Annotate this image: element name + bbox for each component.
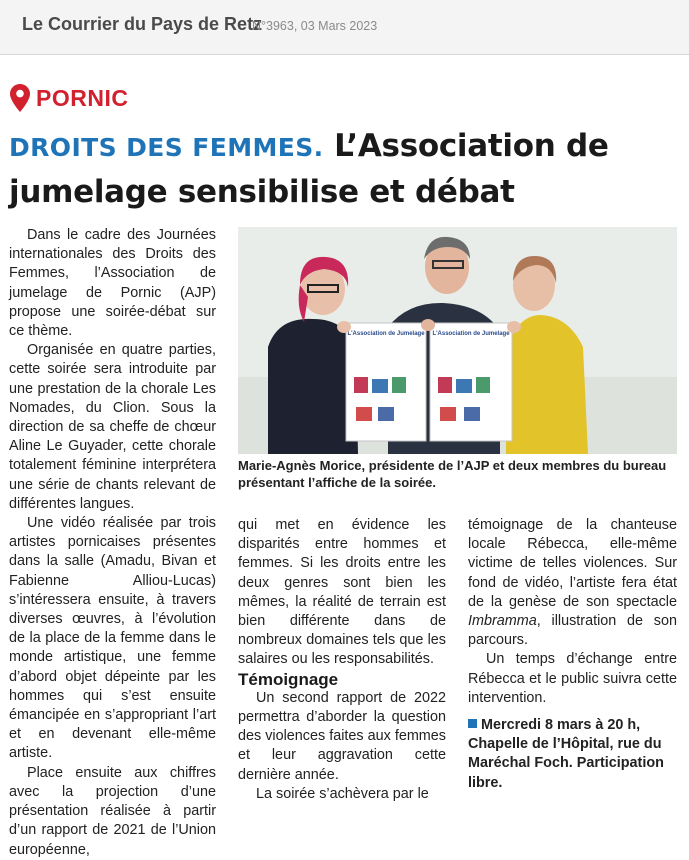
event-info (468, 716, 677, 793)
headline-kicker: DROITS DES FEMMES. (9, 133, 324, 162)
paragraph: Un second rapport de 2022 permettra d’aborder la question des violences faites aux femmes et leur aggravation cette dernière année. (238, 689, 446, 783)
paragraph: Place ensuite aux chiffres avec la projection d’une présentation réalisée à partir d’un rapport de 2021 de l’Union européenne, (9, 764, 216, 858)
newspaper-header (0, 0, 689, 55)
poster-title-left: L'Association de Jumelage (347, 331, 425, 337)
paragraph: La soirée s’achèvera par le (256, 785, 429, 802)
paragraph: Une vidéo réalisée par trois artistes pornicaises présentes dans la salle (Amadu, Bivan et Fabienne Alliou-Lucas) s’intéressera ensuite, à travers diverses œuvres, à l’évolution de la place de la femme dans le monde artistique, une femme d’abord objet dépeinte par les hommes qui s’est ensuite émancipée en s’appropriant l’art et en devenant elle-même artiste. (9, 515, 216, 762)
publication-name: Le Courrier du Pays de Retz (22, 14, 263, 34)
photo-illustration (238, 227, 677, 454)
paragraph-text: , illustration de son parcours. (468, 613, 677, 649)
article-column-2 (238, 516, 446, 804)
paragraph: qui met en évidence les disparités entre hommes et femmes. Si les droits entre les deux genres sont bien les mêmes, la réalité de terrain est bien différente dans de nombreux domaines tels que les salaires ou les responsabilités. (238, 517, 446, 668)
bullet-square-icon (468, 719, 477, 728)
paragraph: Dans le cadre des Journées internationales des Droits des Femmes, l’Association de jumelage de Pornic (AJP) propose une soirée-débat sur ce thème. (9, 227, 216, 340)
paragraph-text: témoignage de la chanteuse locale Rébecca, elle-même victime de telles violences. Sur fond de vidéo, l’artiste fera état de la genèse de son spectacle (468, 517, 677, 610)
article-photo (238, 227, 677, 454)
photo-caption: Marie-Agnès Morice, présidente de l’AJP et deux membres du bureau présentant l’affiche de la soirée. (238, 458, 667, 490)
poster-title-right: L'Association de Jumelage (432, 331, 510, 337)
map-pin-icon (10, 84, 30, 112)
paragraph (468, 516, 677, 650)
article-column-1 (9, 226, 216, 860)
location-tag (10, 82, 128, 114)
event-info-text: Mercredi 8 mars à 20 h, Chapelle de l’Hôpital, rue du Maréchal Foch. Participation libre. (468, 717, 664, 791)
show-title: Imbramma (468, 613, 537, 630)
headline-title: L’Association de jumelage sensibilise et débat (9, 128, 609, 210)
article-column-3 (468, 516, 677, 793)
issue-info: N°3963, 03 Mars 2023 (252, 19, 378, 33)
paragraph: Un temps d’échange entre Rébecca et le public suivra cette intervention. (468, 651, 677, 706)
article-headline (9, 124, 679, 215)
location-label: PORNIC (36, 84, 129, 111)
section-subheading: Témoignage (238, 669, 339, 689)
paragraph: Organisée en quatre parties, cette soirée sera introduite par une prestation de la chorale Les Nomades, du Clion. Sous la direction de sa cheffe de chœur Aline Le Guyader, cette chorale totalement féminine interprétera une série de chants relevant de différentes langues. (9, 342, 216, 512)
